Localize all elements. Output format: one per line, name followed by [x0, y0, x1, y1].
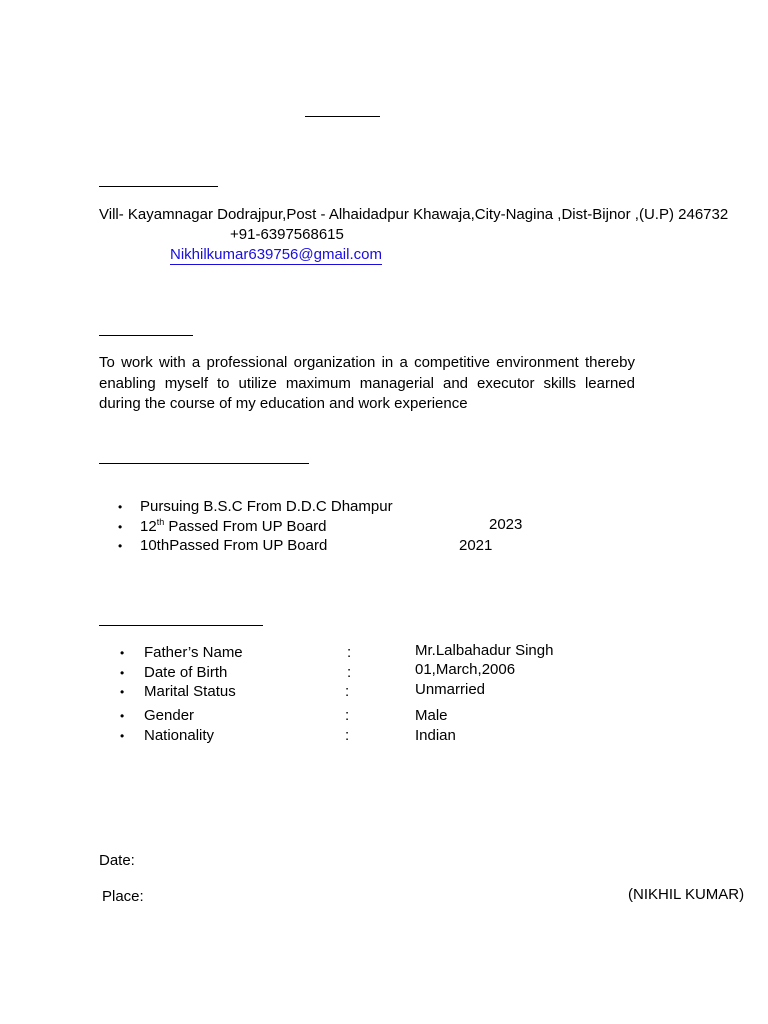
date-label: Date:	[99, 852, 135, 869]
personal-value: Indian	[415, 727, 456, 744]
address-text: Vill- Kayamnagar Dodrajpur,Post - Alhaidadpur Khawaja,City-Nagina ,Dist-Bijnor ,(U.P) 246732	[99, 206, 729, 223]
email-link[interactable]: Nikhilkumar639756@gmail.com	[170, 246, 382, 263]
personal-value: Male	[415, 707, 448, 724]
bullet-icon: •	[120, 666, 125, 680]
title-underline	[305, 116, 380, 117]
personal-value: Unmarried	[415, 681, 486, 698]
education-item-text: Passed From UP Board	[164, 518, 327, 535]
phone-text: +91-6397568615	[230, 226, 344, 243]
personal-value: Mr.Lalbahadur Singh	[415, 642, 554, 659]
place-label: Place:	[102, 888, 144, 905]
bullet-icon: •	[118, 539, 123, 553]
objective-paragraph: To work with a professional organization in a competitive environment thereby enabling myself to utilize maximum managerial and executor skills learned during the course of my education and work experience	[99, 354, 635, 412]
bullet-icon: •	[120, 729, 125, 743]
bullet-icon: •	[120, 709, 125, 723]
personal-separator: :	[347, 644, 352, 661]
bullet-icon: •	[118, 520, 123, 534]
objective-heading-underline	[99, 335, 193, 336]
personal-label: Date of Birth	[144, 664, 228, 681]
contact-heading-underline	[99, 186, 218, 187]
personal-label: Father’s Name	[144, 644, 243, 661]
email-line	[170, 245, 382, 265]
personal-label: Nationality	[144, 727, 215, 744]
personal-label: Marital Status	[144, 683, 236, 700]
education-item-year: 2021	[459, 537, 493, 554]
bullet-icon: •	[120, 646, 125, 660]
education-item-sup: th	[156, 517, 165, 527]
education-item-text: 10thPassed From UP Board	[140, 537, 328, 554]
signature-name: (NIKHIL KUMAR)	[628, 886, 745, 903]
personal-separator: :	[345, 707, 350, 724]
bullet-icon: •	[120, 685, 125, 699]
personal-heading-underline	[99, 625, 263, 626]
education-item-year: 2023	[489, 516, 523, 533]
personal-separator: :	[345, 727, 350, 744]
personal-separator: :	[345, 683, 350, 700]
personal-value: 01,March,2006	[415, 661, 516, 678]
education-heading-underline	[99, 463, 309, 464]
bullet-icon: •	[118, 500, 123, 514]
education-item-label	[140, 517, 327, 537]
education-item-prefix: 12	[140, 518, 157, 535]
personal-label: Gender	[144, 707, 195, 724]
personal-separator: :	[347, 664, 352, 681]
education-item-text: Pursuing B.S.C From D.D.C Dhampur	[140, 498, 393, 515]
